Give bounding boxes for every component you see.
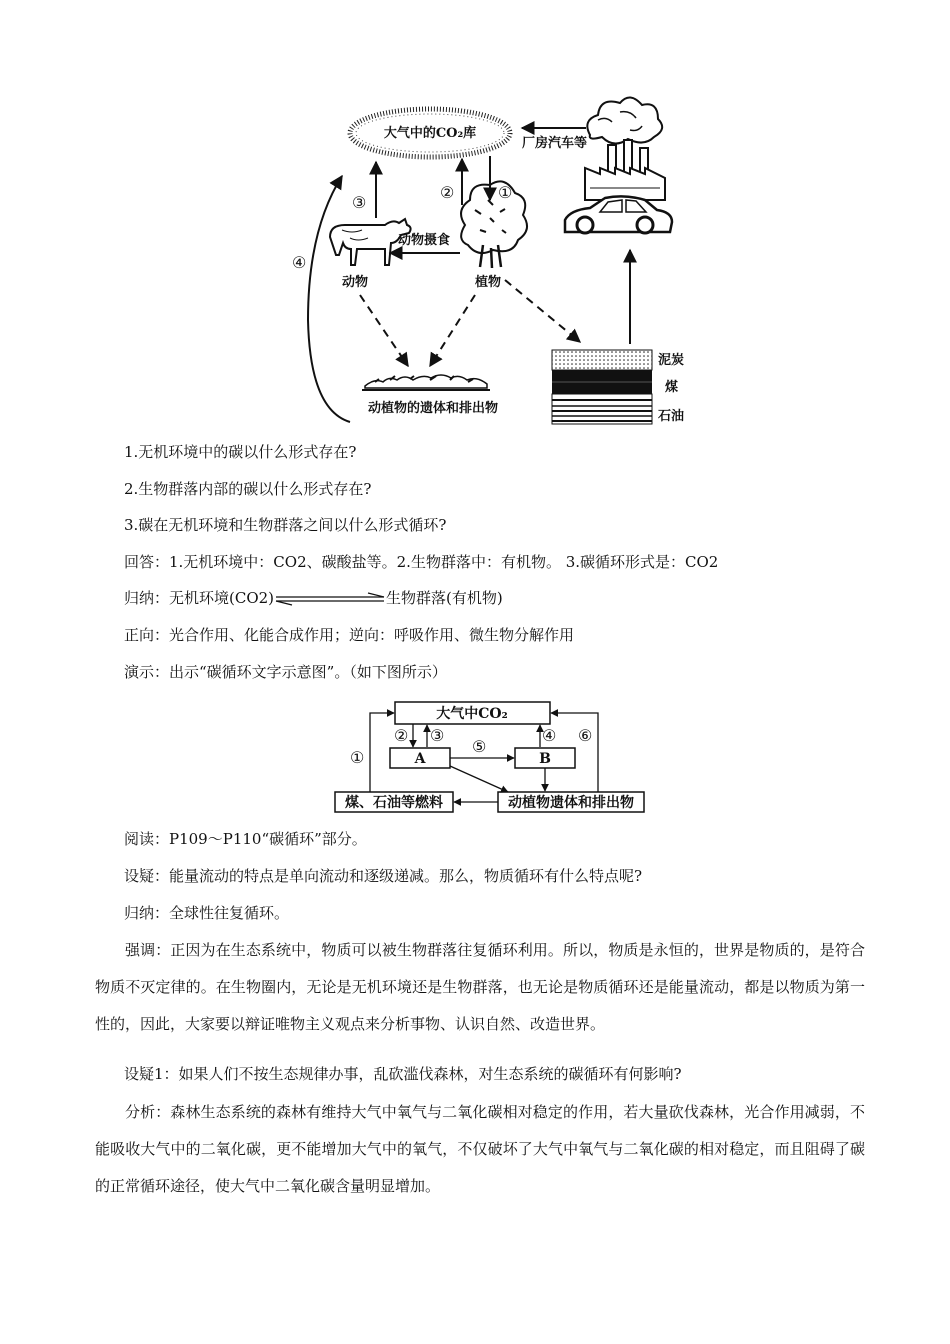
fossil-fuel-layers [552, 350, 652, 424]
fossil-arrow [505, 280, 580, 342]
tree-icon [461, 181, 527, 268]
remains-label: 动植物的遗体和排出物 [368, 401, 499, 416]
car-icon [565, 196, 672, 233]
label-1: ① [350, 748, 365, 767]
summary-left: 归纳：无机环境(CO2) [124, 589, 275, 607]
box-a-label: A [414, 751, 426, 767]
num-3: ③ [352, 193, 367, 212]
factory-icon [585, 97, 665, 200]
reversible-arrow-icon [274, 592, 386, 606]
animal-remains-arrow [360, 295, 408, 366]
fuel-box-label: 煤、石油等燃料 [345, 795, 443, 811]
feeding-label: 动物摄食 [398, 233, 451, 248]
read-line: 阅读：P109～P110“碳循环”部分。 [124, 830, 367, 848]
atmosphere-label: 大气中的CO₂库 [383, 126, 477, 141]
summary-line-2: 归纳：全球性往复循环。 [124, 904, 290, 922]
question-energy-line: 设疑：能量流动的特点是单向流动和逐级递减。那么，物质循环有什么特点呢? [124, 867, 643, 885]
label-5: ⑤ [472, 737, 487, 756]
analysis-paragraph: 分析：森林生态系统的森林有维持大气中氧气与二氧化碳相对稳定的作用，若大量砍伐森林，光合作用减弱，不能吸收大气中的二氧化碳，更不能增加大气中的氧气，不仅破坏了大气中氧气与二氧化碳的相对稳定，而且阻碍了碳的正常循环途径，使大气中二氧化碳含量明显增加。 [95, 1103, 865, 1195]
direction-line: 正向：光合作用、化能合成作用；逆向：呼吸作用、微生物分解作用 [124, 626, 575, 644]
carbon-cycle-illustration [290, 90, 700, 430]
peat-label: 泥炭 [658, 353, 685, 368]
remains-pile [362, 375, 490, 390]
box-b-label: B [539, 751, 551, 767]
label-3: ③ [430, 726, 445, 745]
plant-label: 植物 [475, 275, 502, 290]
factory-label: 厂房汽车等 [522, 136, 588, 151]
decomposition-arrow [308, 176, 350, 422]
num-4: ④ [292, 253, 307, 272]
question-3: 3.碳在无机环境和生物群落之间以什么形式循环? [124, 516, 447, 534]
question-2: 2.生物群落内部的碳以什么形式存在? [124, 480, 372, 498]
plant-remains-arrow [430, 295, 475, 366]
demo-line: 演示：出示“碳循环文字示意图”。（如下图所示） [124, 663, 447, 681]
animal-label: 动物 [342, 275, 369, 290]
num-1: ① [498, 183, 513, 202]
coal-label: 煤 [665, 380, 679, 395]
carbon-cycle-text-diagram [330, 700, 650, 815]
emphasis-paragraph: 强调：正因为在生态系统中，物质可以被生物群落往复循环利用。所以，物质是永恒的，世界是物质的，是符合物质不灭定律的。在生物圈内，无论是无机环境还是生物群落，也无论是物质循环还是能量流动，都是以物质为第一性的，因此，大家要以辩证唯物主义观点来分析事物、认识自然、改造世界。 [95, 941, 865, 1033]
label-2: ② [394, 726, 409, 745]
num-2: ② [440, 183, 455, 202]
question-1: 1.无机环境中的碳以什么形式存在? [124, 443, 357, 461]
summary-line-1 [124, 588, 503, 608]
label-4: ④ [542, 726, 557, 745]
answer-line: 回答：1.无机环境中：CO2、碳酸盐等。2.生物群落中：有机物。 3.碳循环形式是：CO2 [124, 553, 719, 571]
label-6: ⑥ [578, 726, 593, 745]
a-to-remains-arrow [450, 766, 508, 792]
atmosphere-co2-pool [350, 109, 510, 157]
atmosphere-box-label: 大气中CO₂ [436, 706, 508, 722]
question-1-line: 设疑1：如果人们不按生态规律办事，乱砍滥伐森林，对生态系统的碳循环有何影响? [124, 1065, 682, 1083]
remains-box-label: 动植物遗体和排出物 [508, 795, 634, 811]
oil-label: 石油 [658, 409, 685, 424]
summary-right: 生物群落(有机物) [386, 589, 503, 607]
